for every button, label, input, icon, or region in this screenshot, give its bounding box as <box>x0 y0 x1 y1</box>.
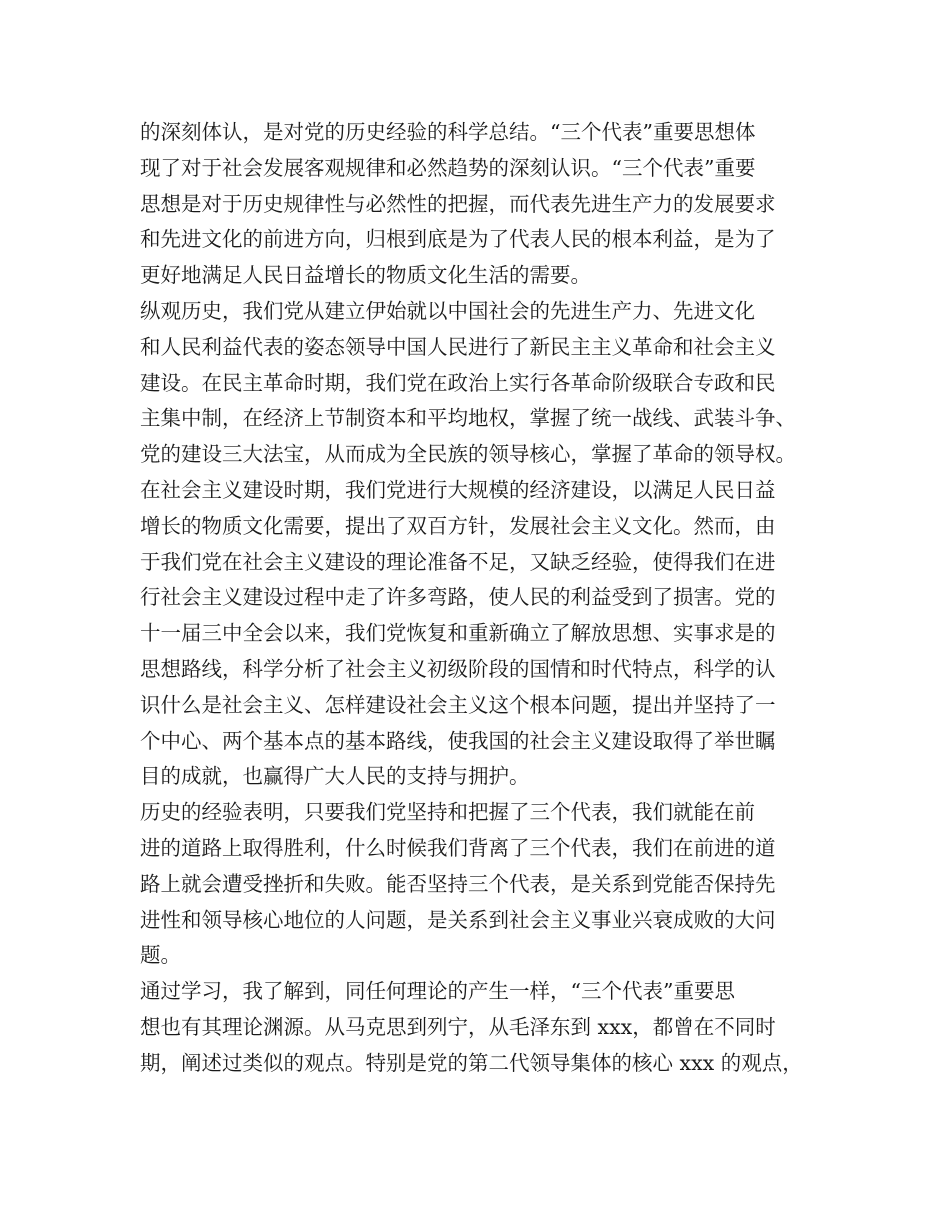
text-line: 建设。在民主革命时期，我们党在政治上实行各革命阶级联合专政和民 <box>140 370 776 395</box>
text-line: 党的建设三大法宝，从而成为全民族的领导核心，掌握了革命的领导权。 <box>140 442 796 467</box>
text-line: 个中心、两个基本点的基本路线，使我国的社会主义建设取得了举世瞩 <box>140 728 776 753</box>
text-line: 纵观历史，我们党从建立伊始就以中国社会的先进生产力、先进文化 <box>140 298 755 323</box>
document-page <box>140 115 820 1082</box>
text-line: 和人民利益代表的姿态领导中国人民进行了新民主主义革命和社会主义 <box>140 334 776 359</box>
text-line: 思想是对于历史规律性与必然性的把握，而代表先进生产力的发展要求 <box>140 191 776 216</box>
text-line: 题。 <box>140 943 181 968</box>
text-line: 思想路线，科学分析了社会主义初级阶段的国情和时代特点，科学的认 <box>140 656 776 681</box>
text-line: 目的成就，也赢得广大人民的支持与拥护。 <box>140 764 530 789</box>
text-line: 路上就会遭受挫折和失败。能否坚持三个代表，是关系到党能否保持先 <box>140 871 776 896</box>
text-line: 更好地满足人民日益增长的物质文化生活的需要。 <box>140 263 591 288</box>
text-line: 增长的物质文化需要，提出了双百方针，发展社会主义文化。然而，由 <box>140 513 776 538</box>
text-line: 主集中制，在经济上节制资本和平均地权，掌握了统一战线、武装斗争、 <box>140 406 796 431</box>
text-line: 历史的经验表明，只要我们党坚持和把握了三个代表，我们就能在前 <box>140 800 755 825</box>
text-line: 进性和领导核心地位的人问题，是关系到社会主义事业兴衰成败的大问 <box>140 907 776 932</box>
text-line: 行社会主义建设过程中走了许多弯路，使人民的利益受到了损害。党的 <box>140 585 776 610</box>
text-line: 期，阐述过类似的观点。特别是党的第二代领导集体的核心 xxx 的观点， <box>140 1050 803 1075</box>
text-line: 于我们党在社会主义建设的理论准备不足，又缺乏经验，使得我们在进 <box>140 549 776 574</box>
text-line: 在社会主义建设时期，我们党进行大规模的经济建设，以满足人民日益 <box>140 477 776 502</box>
text-line: 识什么是社会主义、怎样建设社会主义这个根本问题，提出并坚持了一 <box>140 692 776 717</box>
text-line: 和先进文化的前进方向，归根到底是为了代表人民的根本利益，是为了 <box>140 227 776 252</box>
text-line: 十一届三中全会以来，我们党恢复和重新确立了解放思想、实事求是的 <box>140 621 776 646</box>
text-line: 通过学习，我了解到，同任何理论的产生一样，“三个代表”重要思 <box>140 979 735 1004</box>
text-line: 想也有其理论渊源。从马克思到列宁，从毛泽东到 xxx，都曾在不同时 <box>140 1014 776 1039</box>
text-line: 进的道路上取得胜利，什么时候我们背离了三个代表，我们在前进的道 <box>140 835 776 860</box>
text-line: 现了对于社会发展客观规律和必然趋势的深刻认识。“三个代表”重要 <box>140 155 756 180</box>
text-line: 的深刻体认，是对党的历史经验的科学总结。“三个代表”重要思想体 <box>140 120 756 144</box>
